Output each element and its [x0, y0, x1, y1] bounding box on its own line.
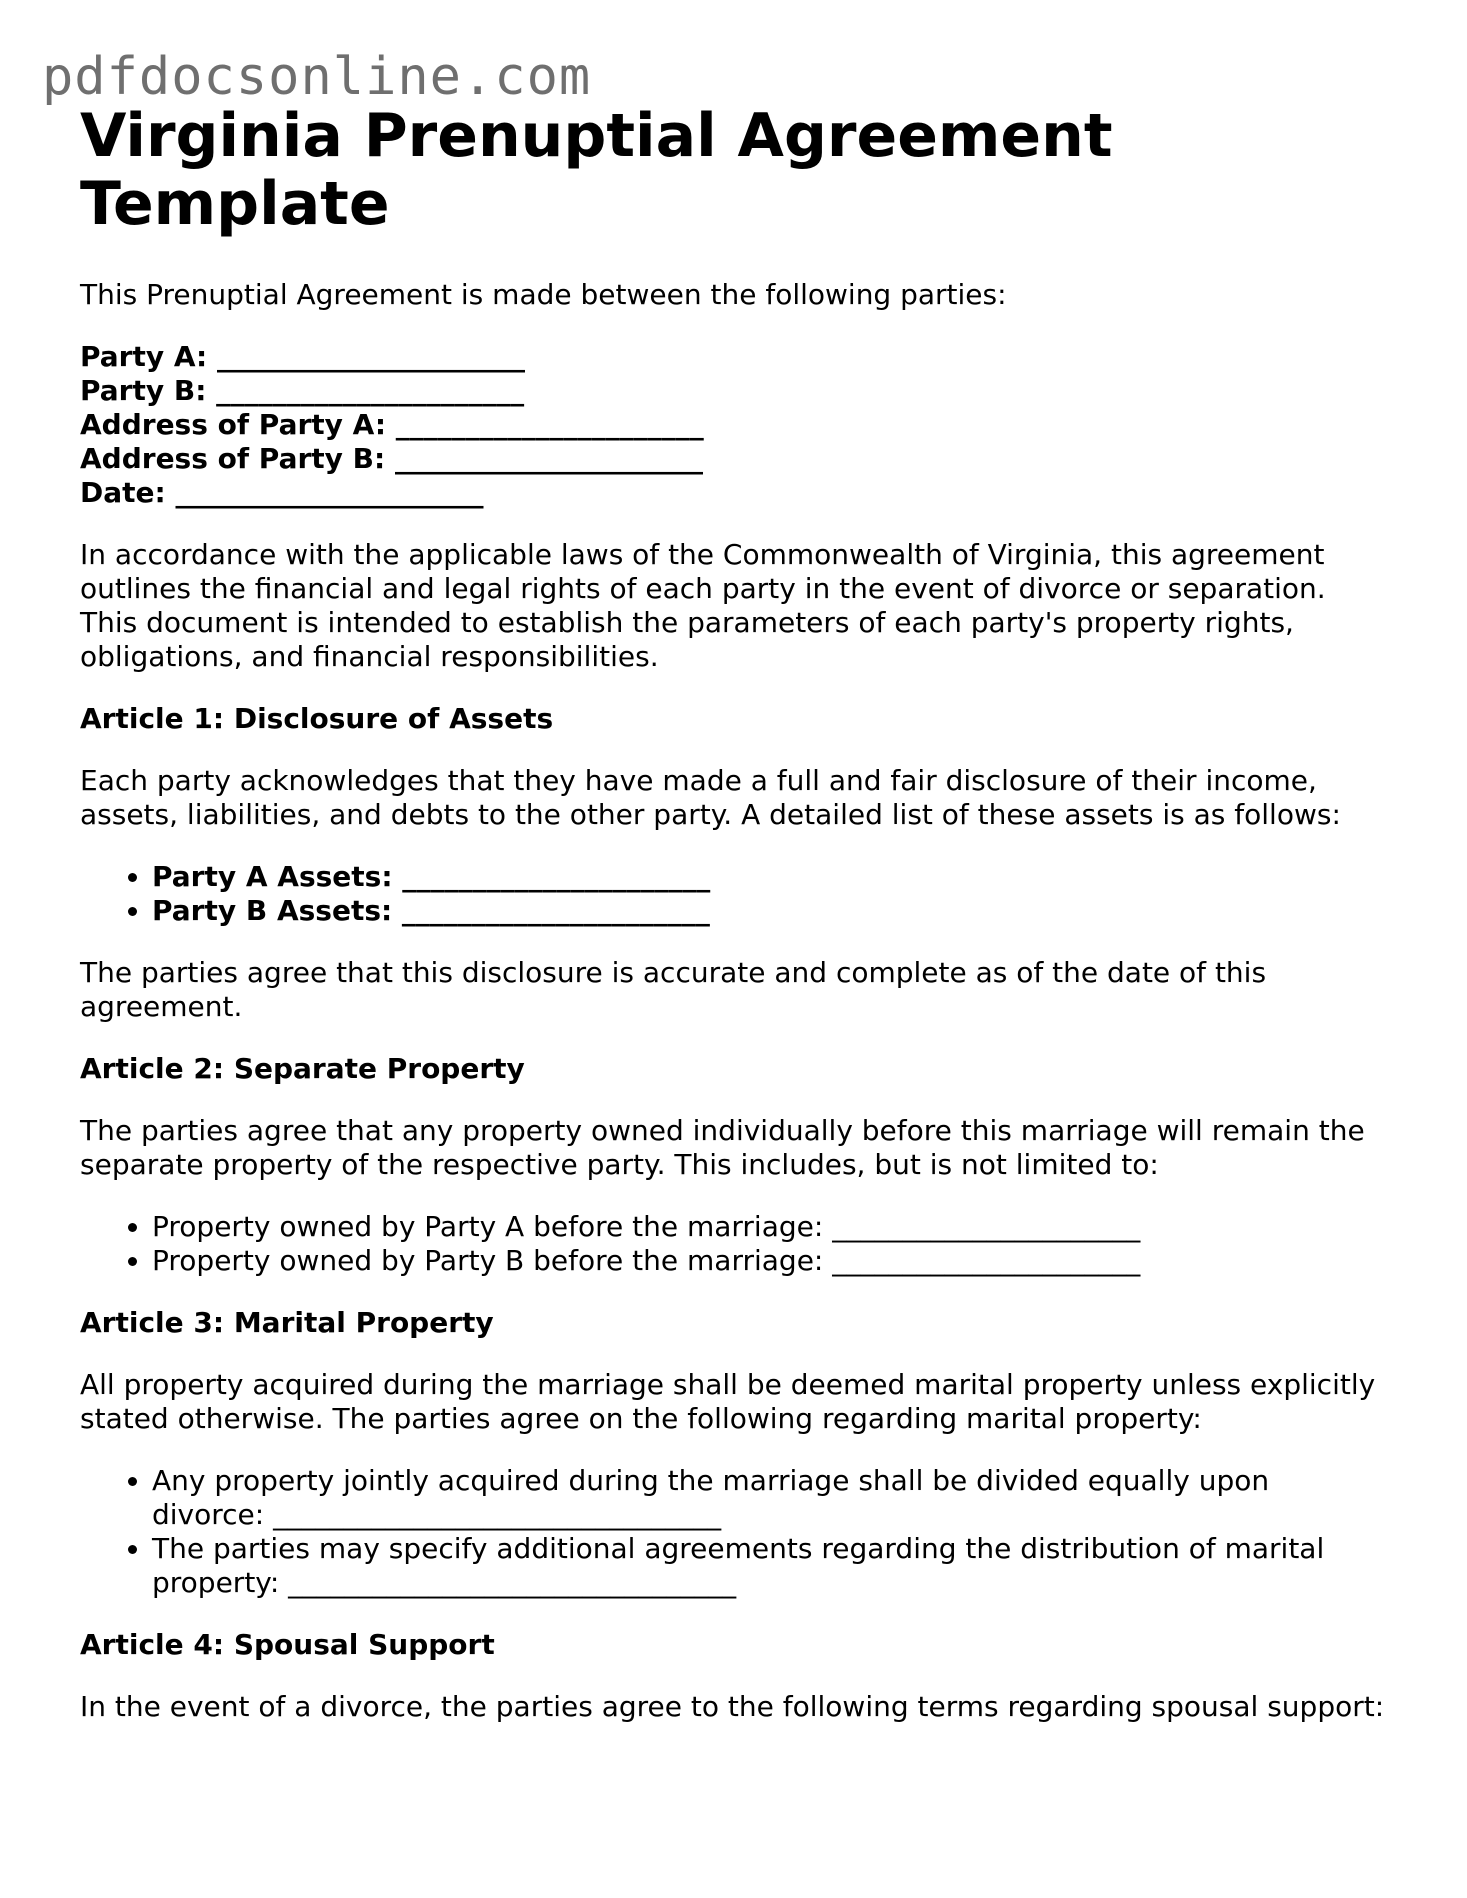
party-fields — [80, 340, 1390, 510]
field-party-b: Party B: ______________________ — [80, 374, 525, 407]
article-2-list — [80, 1210, 1390, 1278]
article-4-text: In the event of a divorce, the parties agree to the following terms regarding spousal support: — [80, 1690, 1385, 1723]
article-4-heading: Article 4: Spousal Support — [80, 1628, 495, 1661]
field-date: Date: ______________________ — [80, 476, 484, 509]
article-3-heading: Article 3: Marital Property — [80, 1306, 494, 1339]
article-1-list — [80, 860, 1390, 928]
article-2-heading: Article 2: Separate Property — [80, 1052, 525, 1085]
list-item: • Any property jointly acquired during the marriage shall be divided equally upon divorce: ________________________________ — [152, 1464, 1390, 1532]
article-1-after-text: The parties agree that this disclosure is accurate and complete as of the date of this agreement. — [80, 956, 1267, 1023]
list-item-party-b-assets: • Party B Assets: ______________________ — [152, 894, 1390, 928]
list-item: • The parties may specify additional agreements regarding the distribution of marital property: ________________________________ — [152, 1532, 1390, 1600]
list-item: • Property owned by Party B before the marriage: ______________________ — [152, 1244, 1390, 1278]
list-item: • Property owned by Party A before the marriage: ______________________ — [152, 1210, 1390, 1244]
field-address-party-a: Address of Party A: ______________________ — [80, 408, 704, 441]
article-1-text: Each party acknowledges that they have made a full and fair disclosure of their income, assets, liabilities, and debts to the other party. A detailed list of these assets is as follows: — [80, 764, 1341, 831]
document-title: Virginia Prenuptial Agreement Template — [80, 101, 1113, 239]
article-1-heading: Article 1: Disclosure of Assets — [80, 702, 554, 735]
intro-text: This Prenuptial Agreement is made between the following parties: — [80, 278, 1007, 311]
field-address-party-b: Address of Party B: ______________________ — [80, 442, 703, 475]
document-page — [80, 102, 1390, 1724]
article-3-list — [80, 1464, 1390, 1600]
list-item-party-a-assets: • Party A Assets: ______________________ — [152, 860, 1390, 894]
preamble-text: In accordance with the applicable laws of the Commonwealth of Virginia, this agreement outlines the financial and legal rights of each party in the event of divorce or separation. This document is intended to establish the parameters of each party's property rights, obligations, and financial responsibilities. — [80, 538, 1326, 673]
article-2-text: The parties agree that any property owned individually before this marriage will remain the separate property of the respective party. This includes, but is not limited to: — [80, 1114, 1365, 1181]
field-party-a: Party A: ______________________ — [80, 340, 525, 373]
watermark: pdfdocsonline.com — [42, 47, 592, 107]
article-3-text: All property acquired during the marriage shall be deemed marital property unless explicitly stated otherwise. The parties agree on the following regarding marital property: — [80, 1368, 1376, 1435]
